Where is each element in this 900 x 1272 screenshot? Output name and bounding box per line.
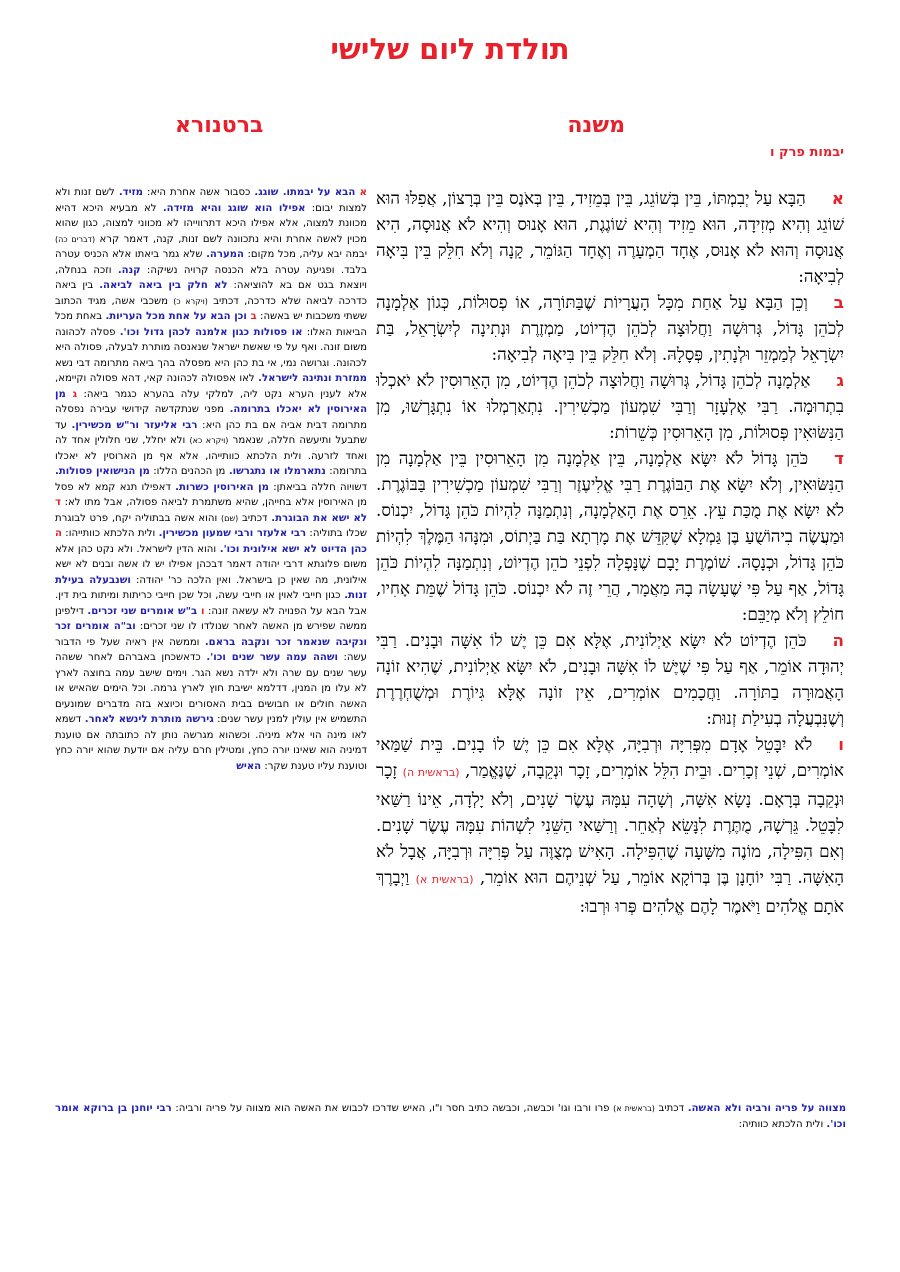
dibur-hamatchil: ושנבעלה בעילת זנות.	[55, 574, 367, 601]
verse-reference: (בראשית ה)	[402, 766, 460, 779]
mishna-letter: א	[831, 188, 844, 208]
dibur-hamatchil: המערה.	[206, 249, 244, 260]
commentary-text: וזכה בנחלה, ויוצאת בגט אם בא להוציאה:	[55, 264, 367, 291]
commentary-text: והוא אשה בבתוליה יקח, פרט לבוגרת שכלו בתוליה:	[55, 512, 367, 539]
mishna-text: כֹּהֵן גָּדוֹל לֹא יִשָּׂא אַלְמָנָה, בֵּין אַלְמָנָה מִן הָאֵרוּסִין בֵּין אַלְמָנָה מִן הַנִּשּׂוּאִין, וְלֹא יִשָּׂא אֶת הַבּוֹגֶרֶת רַבִּי אֱלִיעֶזֶר וְרַבִּי שִׁמְעוֹן מַכְשִׁירִין בַּבּוֹגֶרֶת. לֹא יִשָּׂא אֶת מֻכַּת עֵץ. אֵרֵס אֶת הָאַלְמָנָה, וְנִתְמַנָּה לִהְיוֹת כֹּהֵן גָּדוֹל, יִכְנוֹס. וּמַעֲשֶׂה בִיהוֹשֻׁעַ בֶּן גַּמְלָא שֶׁקִּדֵּשׁ אֶת מָרְתָא בַּת בַּיְתוֹס, וּמִנָּהוּ הַמֶּלֶךְ לִהְיוֹת כֹּהֵן גָּדוֹל, וּכְנָסָהּ. שׁוֹמֶרֶת יָבָם שֶׁנָּפְלָה לִפְנֵי כֹהֵן הֶדְיוֹט, וְנִתְמַנָּה לִהְיוֹת כֹּהֵן גָּדוֹל, אַף עַל פִּי שֶׁעָשָׂה בָהּ מַאֲמָר, הֲרֵי זֶה לֹא יִכְנוֹס. כֹּהֵן גָּדוֹל שֶׁמֵּת אָחִיו, חוֹלֵץ וְלֹא מְיַבֵּם:	[376, 448, 844, 624]
dibur-hamatchil: מצווה על פריה ורביה ולא האשה.	[687, 1103, 846, 1114]
commentary-text: יבמה יבא עליה, מכל מקום:	[243, 249, 367, 260]
commentary-text: לשם זנות ולא למצות יבום:	[55, 187, 367, 214]
dibur-hamatchil: ושהה עמה עשר שנים וכו'.	[206, 652, 338, 663]
commentary-text: דשויוה חללה בביאתן:	[268, 481, 367, 493]
mishna-letter: ג	[836, 370, 844, 390]
dibur-hamatchil: ב"ש אומרים שני זכרים.	[87, 605, 201, 617]
mishna-letter: ב	[833, 292, 844, 312]
mishna-text: וְכֵן הַבָּא עַל אַחַת מִכָּל הָעֲרָיוֹת שֶׁבַּתּוֹרָה, אוֹ פְסוּלוֹת, כְּגוֹן אַלְמָנָה לְכֹהֵן גָּדוֹל, גְּרוּשָׁה וַחֲלוּצָה לְכֹהֵן הֶדְיוֹט, מַמְזֶרֶת וּנְתִינָה לְיִשְׂרָאֵל, בַּת יִשְׂרָאֵל לְמַמְזֵר וּלְנָתִין, פְּסָלָהּ. וְלֹא חִלֵּק בֵּין בִּיאָה לְבִיאָה:	[376, 292, 844, 364]
mishna-column	[376, 185, 844, 1035]
mishna-number-letter: ו	[200, 605, 205, 617]
commentary-text: מן הכהנים הללו:	[149, 466, 229, 477]
commentary-text: לא מבעיא היכא דהיא מכוונת למצוה, אלא אפילו היכא דתרווייהו לא מכווני למצוה, כגון שהוא מכוין לאשה אחרת והיא נתכוונה לשם זנות, קנה, דאמר קרא	[55, 202, 367, 245]
dibur-hamatchil: רבי אלעזר ורבי שמעון מכשירין.	[158, 528, 307, 539]
mishna-number-letter: ג	[72, 388, 78, 400]
bartenura-header: ברטנורא	[175, 113, 264, 138]
dibur-hamatchil: מן הנישואין פסולות.	[55, 466, 150, 477]
commentary-text: כדאשכחן באברהם לאחר ששהה עשר שנים עם שרה ולא ילדה נשא הגר. וימים שישב עמה בחוצה לארץ לא עלו מן המנין, דדלמא ישיבת חוץ לארץ גרמה. וכל הימים שהאיש או האשה חולים או חבושים בבית האסורים וכיוצא בזה מדברים שמונעים התשמיש אין עולין למנין עשר שנים:	[55, 652, 367, 725]
mishna-letter: ה	[832, 630, 844, 650]
mishna-text: אַלְמָנָה לְכֹהֵן גָּדוֹל, גְּרוּשָׁה וַחֲלוּצָה לְכֹהֵן הֶדְיוֹט, מִן הָאֵרוּסִין לֹא יֹאכְלוּ בִתְרוּמָה. רַבִּי אֶלְעָזָר וְרַבִּי שִׁמְעוֹן מַכְשִׁירִין. נִתְאַרְמְלוּ אוֹ נִתְגָּרְשׁוּ, מִן הַנִּשּׂוּאִין פְּסוּלוֹת, מִן הָאֵרוּסִין כְּשֵׁרוֹת:	[376, 370, 844, 442]
dibur-hamatchil: הבא על יבמתו. שוגג.	[254, 187, 360, 198]
dibur-hamatchil: אפילו הוא שוגג והיא מזידה.	[162, 202, 306, 214]
chapter-label: יבמות פרק ו	[770, 145, 844, 160]
dibur-hamatchil: נתארמלו או נתגרשו.	[228, 466, 326, 477]
dibur-hamatchil: כהן הדיוט לא ישא אילונית וכו'.	[219, 543, 367, 555]
mishna-text: וַיְבָרֶךְ אֹתָם אֱלֹהִים וַיֹּאמֶר לָהֶם אֱלֹהִים פְּרוּ וּרְבוּ:	[376, 867, 844, 916]
commentary-text: דכתיב	[654, 1103, 688, 1114]
commentary-text: כגון חייבי לאוין או חייבי עשה, וכל שכן חייבי כריתות ומיתות בית דין. אבל הבא על הפנויה לא עשאה זונה:	[55, 590, 367, 617]
mishna-number-letter: א	[359, 187, 367, 198]
mishna-paragraph	[376, 445, 844, 627]
commentary-text: ולית הלכתא כוותייהו:	[61, 528, 159, 539]
mishna-header: משנה	[567, 113, 625, 138]
commentary-text: באחת מכל הביאות האלו:	[55, 311, 367, 338]
commentary-text: והוא הדין לישראל. ולא נקט כהן אלא משום פלוגתא דרבי יהודה דאמר דבכהן אפילו יש לו אשה ובנים לא ישא אילונית, מה שאין כן בישראל. ואין הלכה כר' יהודה:	[55, 543, 367, 586]
mishna-letter: ו	[838, 734, 844, 754]
mishna-text: לֹא יִבָּטֵל אָדָם מִפְּרִיָּה וּרְבִיָּה, אֶלָּא אִם כֵּן יֶשׁ לוֹ בָנִים. בֵּית שַׁמַּאי אוֹמְרִים, שְׁנֵי זְכָרִים. וּבֵית הִלֵּל אוֹמְרִים, זָכָר וּנְקֵבָה, שֶׁנֶּאֱמַר,	[376, 734, 844, 780]
mishna-letter: ד	[834, 448, 844, 468]
mishna-paragraph	[376, 185, 844, 289]
dibur-hamatchil: גירשה מותרת לינשא לאחר.	[84, 714, 214, 725]
mishna-paragraph	[376, 627, 844, 731]
dibur-hamatchil: או פסולות כגון אלמנה לכהן גדול וכו'.	[119, 326, 303, 338]
mishna-number-letter: ד	[55, 497, 61, 508]
dibur-hamatchil: לא חלק בין ביאה לביאה.	[99, 280, 228, 291]
commentary-text: דילפינן ממשה שפירש מן האשה לאחר שנולדו לו שני זכרים:	[55, 605, 367, 632]
commentary-text: שלא גמר ביאתו אלא הכניס עטרה בלבד. ופגיעה עטרה בלא הכנסה קרויה נשיקה:	[55, 249, 367, 276]
commentary-text: פסלה לכהונה משום זונה. ואף על פי שאשת ישראל שנאנסה מותרת לבעלה, פסולה היא לכהונה. וגרושה נמי, אי בת כהן היא מפסלה בהך ביאה מתרומה דבי נשא	[55, 326, 367, 369]
commentary-text: לאו אפסולה לכהונה קאי, דהא פסולה וקיימא, אלא לענין הערא נקט ליה, למלקי עלה בהערא כגמר ביאה:	[55, 373, 367, 400]
dibur-hamatchil: לא ישא את הבוגרת.	[271, 512, 367, 524]
verse-citation: (ויקרא כא)	[189, 436, 229, 445]
commentary-text: פרו ורבו וגו' וכבשה, וכבשה כתיב חסר ו"ו, האיש שדרכו לכבוש את האשה הוא מצווה על פריה ורביה:	[171, 1103, 614, 1114]
commentary-text: משכבי אשה, מגיד הכתוב ששתי משכבות יש באשה:	[55, 295, 367, 322]
commentary-text: ולית הלכתא כוותיה:	[738, 1118, 827, 1130]
commentary-text: מפני שנתקדשה קידושי עבירה נפסלה מתרומה דבית אביה אם בת כהן היא:	[55, 404, 367, 431]
verse-reference: (בראשית א)	[415, 873, 474, 886]
mishna-paragraph	[376, 289, 844, 367]
verse-citation: (בראשית א)	[613, 1104, 655, 1113]
verse-citation: (שם)	[221, 513, 239, 523]
dibur-hamatchil: מזיד.	[118, 187, 143, 198]
verse-citation: (ויקרא כ)	[173, 296, 208, 306]
dibur-hamatchil: ממזרת ונתינה לישראל.	[258, 373, 367, 384]
page-title: תולדת ליום שלישי	[330, 32, 570, 66]
mishna-paragraph	[376, 731, 844, 919]
dibur-hamatchil: וב"ה אומרים זכר ונקיבה שנאמר זכר ונקבה בראם.	[55, 621, 367, 648]
dibur-hamatchil: האיש	[236, 760, 262, 772]
commentary-text: כסבור אשה אחרת היא:	[142, 187, 255, 198]
dibur-hamatchil: רבי אליעזר ור"ש מכשירין.	[71, 419, 198, 431]
dibur-hamatchil: מן האירוסין לא יאכלו בתרומה.	[55, 388, 367, 415]
commentary-text: וממשה אין ראיה שעל פי הדבור עשה:	[55, 636, 367, 663]
mishna-text: כֹּהֵן הֶדְיוֹט לֹא יִשָּׂא אַיְלוֹנִית, אֶלָּא אִם כֵּן יֶשׁ לוֹ אִשָּׁה וּבָנִים. רַבִּי יְהוּדָה אוֹמֵר, אַף עַל פִּי שֶׁיֶּשׁ לוֹ אִשָּׁה וּבָנִים, לֹא יִשָּׂא אַיְלוֹנִית, שֶׁהִיא זוֹנָה הָאֲמוּרָה בַתּוֹרָה. וַחֲכָמִים אוֹמְרִים, אֵין זוֹנָה אֶלָּא גִּיוֹרֶת וּמְשֻׁחְרֶרֶת וְשֶׁנִּבְעֲלָה בְעִילַת זְנוּת:	[376, 630, 844, 728]
commentary-text: דאפילו תנא קמא לא פסל מן האירוסין אלא בחייהן, שהיא משתמרת לביאה פסולה, אבל מתו לא:	[55, 481, 367, 508]
mishna-text: הַבָּא עַל יְבִמְתּוֹ, בֵּין בְּשׁוֹגֵג, בֵּין בְּמֵזִיד, בֵּין בְּאֹנֶס בֵּין בְּרָצוֹן, אֲפִלּוּ הוּא שׁוֹגֵג וְהִיא מְזִידָה, הוּא מֵזִיד וְהִיא שׁוֹגֶגֶת, הוּא אָנוּס וְהִיא לֹא אֲנוּסָה, הִיא אֲנוּסָה וְהוּא לֹא אָנוּס, אֶחָד הַמְעָרֶה וְאֶחָד הַגּוֹמֵר, קָנָה וְלֹא חִלֵּק בֵּין בִּיאָה לְבִיאָה:	[376, 188, 844, 286]
commentary-text: דכתיב	[238, 512, 272, 524]
dibur-hamatchil: מן האירוסין כשרות.	[175, 481, 269, 493]
mishna-text: זָכָר וּנְקֵבָה בְּרָאָם. נָשָׂא אִשָּׁה, וְשָׁהָה עִמָּהּ עֶשֶׂר שָׁנִים, וְלֹא יָלְדָה, אֵינוֹ רַשַּׁאי לִבָּטֵל. גֵּרְשָׁהּ, מֻתֶּרֶת לִנָּשֵׂא לְאַחֵר. וְרַשַּׁאי הַשֵּׁנִי לִשְׁהוֹת עִמָּהּ עֶשֶׂר שָׁנִים. וְאִם הִפִּילָה, מוֹנֶה מִשָּׁעָה שֶׁהִפִּילָה. הָאִישׁ מְצֻוֶּה עַל פְּרִיָּה וּרְבִיָּה, אֲבָל לֹא הָאִשָּׁה. רַבִּי יוֹחָנָן בֶּן בְּרוֹקָא אוֹמֵר, עַל שְׁנֵיהֶם הוּא אוֹמֵר,	[376, 760, 844, 887]
dibur-hamatchil: רבי יוחנן בן ברוקא אומר וכו'.	[55, 1103, 846, 1130]
commentary-text: בין ביאה כדרכה לביאה שלא כדרכה, דכתיב	[55, 280, 367, 307]
bartenura-continuation	[55, 1101, 846, 1147]
bartenura-column	[55, 185, 367, 1103]
verse-citation: (דברים כה)	[55, 234, 96, 244]
dibur-hamatchil: קנה.	[117, 264, 141, 276]
commentary-text: עד שתבעל ותיעשה חללה, שנאמר	[55, 419, 367, 446]
commentary-text: ולא יחלל, שני חלולין אחד לה ואחד לזרעה. ולית הלכתא כוותייהו, אלא אף מן הארוסין לא יאכלו בתרומה:	[55, 435, 367, 477]
dibur-hamatchil: וכן הבא על אחת מכל העריות.	[105, 311, 251, 322]
mishna-paragraph	[376, 367, 844, 445]
mishna-number-letter: ה	[55, 528, 62, 539]
mishna-number-letter: ב	[250, 311, 257, 322]
commentary-text: דשמא לאו מינה הוי אלא מיניה. וכשהוא מגרשה נותן לה כתובתה אם טוענת דמיניה הוא שאינו יורה כחץ, ומטילין חרם עליה אם יודעת שהוא יורה כחץ וטוענת עליו טענת שקר:	[55, 714, 367, 772]
